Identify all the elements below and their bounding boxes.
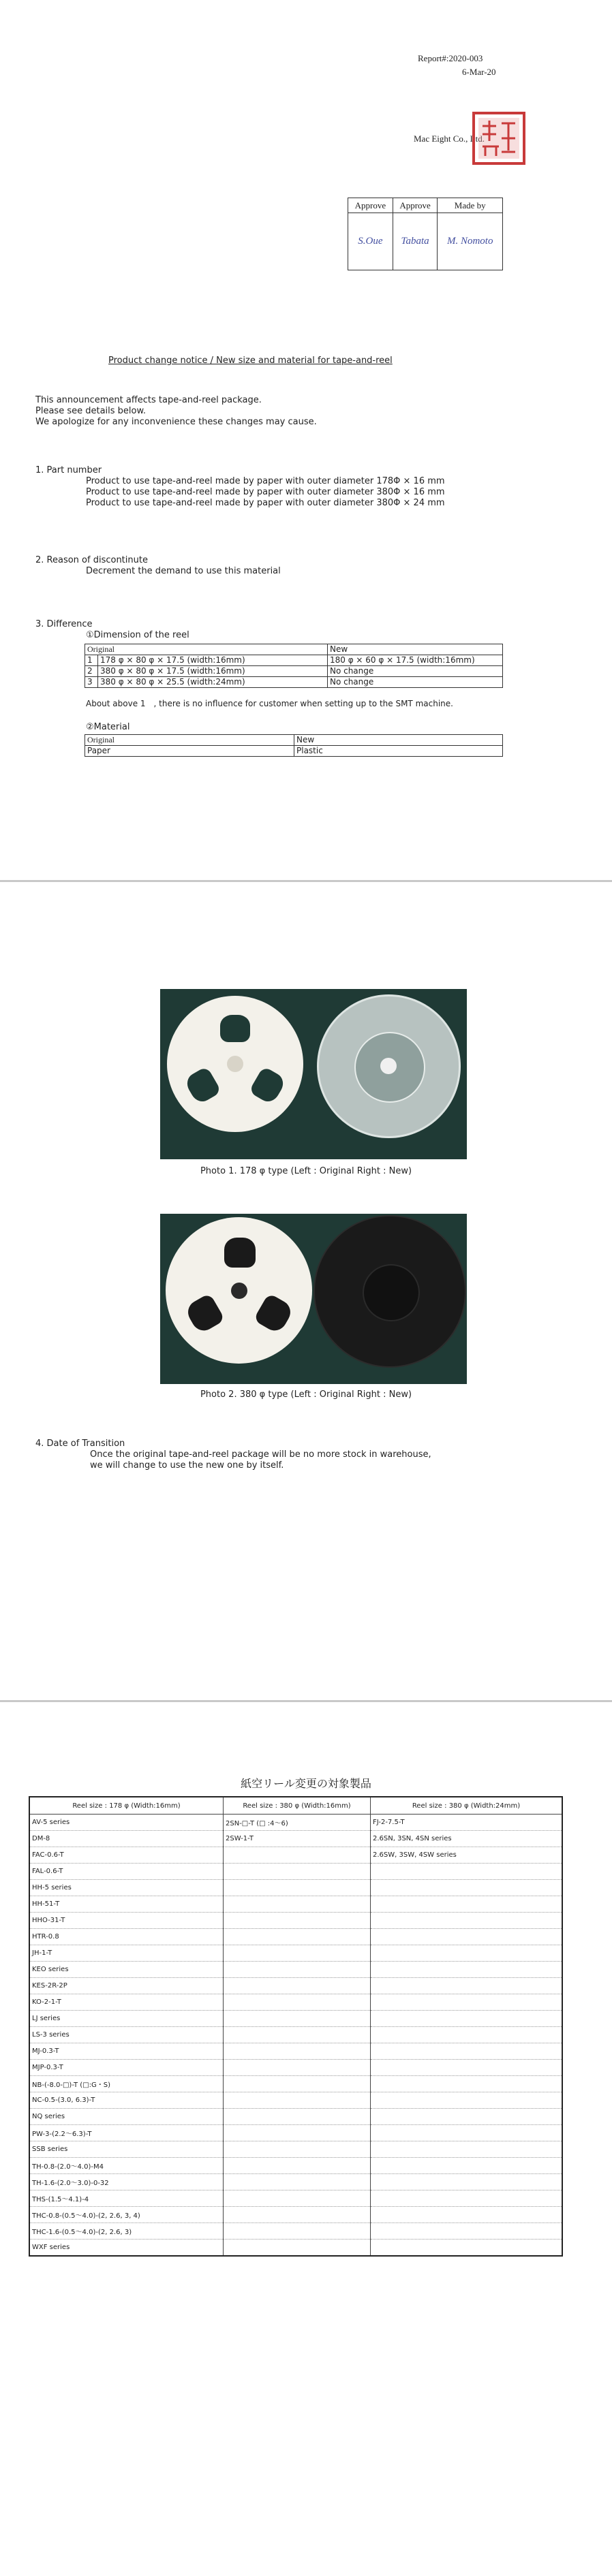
product-178: THC-1.6-(0.5〜4.0)-(2, 2.6, 3) xyxy=(29,2223,224,2240)
made-by-header: Made by xyxy=(438,198,503,213)
product-178: KO-2-1-T xyxy=(29,1994,224,2011)
intro-line: We apologize for any inconvenience these changes may cause. xyxy=(35,417,317,427)
table-row xyxy=(85,677,503,688)
product-380-24: 2.6SW, 3SW, 4SW series xyxy=(371,1847,563,1864)
row-original: 178 φ × 80 φ × 17.5 (width:16mm) xyxy=(98,655,328,666)
product-380-16 xyxy=(224,2223,371,2240)
table-row xyxy=(29,1896,562,1913)
photo-caption: Photo 1. 178 φ type (Left : Original Right : New) xyxy=(200,1166,412,1176)
product-380-16: 2SN-□-T (□ :4〜6) xyxy=(224,1815,371,1831)
product-380-16 xyxy=(224,1962,371,1978)
col-original: Original xyxy=(85,644,328,655)
table-row xyxy=(29,1880,562,1896)
dimension-subheading: ①Dimension of the reel xyxy=(86,630,189,640)
product-380-24: 2.6SN, 3SN, 4SN series xyxy=(371,1831,563,1847)
row-no: 3 xyxy=(85,677,98,688)
product-178: HH-5 series xyxy=(29,1880,224,1896)
table-row xyxy=(29,2027,562,2043)
intro-line: This announcement affects tape-and-reel package. xyxy=(35,395,262,405)
signature: M. Nomoto xyxy=(438,213,503,270)
product-380-16 xyxy=(224,2207,371,2223)
table-row xyxy=(85,666,503,677)
product-178: HTR-0.8 xyxy=(29,1929,224,1945)
row-original: 380 φ × 80 φ × 17.5 (width:16mm) xyxy=(98,666,328,677)
company-seal-icon xyxy=(472,111,526,166)
product-178: JH-1-T xyxy=(29,1945,224,1962)
product-380-24 xyxy=(371,2240,563,2257)
table-row xyxy=(29,2223,562,2240)
product-380-16 xyxy=(224,1913,371,1929)
product-380-16 xyxy=(224,1945,371,1962)
section-part-number xyxy=(35,465,445,509)
product-178: AV-5 series xyxy=(29,1815,224,1831)
section-heading: 3. Difference xyxy=(35,619,93,629)
table-row xyxy=(29,2109,562,2125)
photo-380-reels xyxy=(160,1214,467,1384)
table-row xyxy=(29,1815,562,1831)
row-new: No change xyxy=(327,677,502,688)
row-new: 180 φ × 60 φ × 17.5 (width:16mm) xyxy=(327,655,502,666)
part-line: Product to use tape-and-reel made by paper with outer diameter 380Φ × 24 mm xyxy=(86,498,445,508)
approve-header: Approve xyxy=(348,198,393,213)
report-number: Report#:2020-003 xyxy=(418,53,483,63)
table-row xyxy=(29,1864,562,1880)
affected-products-table xyxy=(29,1796,563,2257)
page-divider xyxy=(0,880,612,882)
product-380-24 xyxy=(371,1978,563,1994)
product-178: FAL-0.6-T xyxy=(29,1864,224,1880)
product-178: MJ-0.3-T xyxy=(29,2043,224,2060)
product-178: DM-8 xyxy=(29,1831,224,1847)
product-380-24 xyxy=(371,1864,563,1880)
part-line: Product to use tape-and-reel made by paper with outer diameter 380Φ × 16 mm xyxy=(86,487,445,497)
intro-line: Please see details below. xyxy=(35,406,147,416)
new-plastic-reel-icon xyxy=(313,1215,466,1368)
product-380-24 xyxy=(371,2141,563,2158)
difference-note: About above 1 , there is no influence for customer when setting up to the SMT machine. xyxy=(86,699,453,708)
section-reason xyxy=(35,555,281,577)
product-380-16 xyxy=(224,2076,371,2092)
table-row xyxy=(29,2158,562,2174)
table-row xyxy=(29,1962,562,1978)
product-178: NQ series xyxy=(29,2109,224,2125)
notice-title: Product change notice / New size and material for tape-and-reel xyxy=(108,356,393,366)
intro-text xyxy=(35,395,317,428)
product-380-24 xyxy=(371,1945,563,1962)
product-178: TH-1.6-(2.0〜3.0)-0-32 xyxy=(29,2174,224,2190)
table-row xyxy=(85,655,503,666)
product-380-24 xyxy=(371,2109,563,2125)
product-380-24 xyxy=(371,2092,563,2109)
product-380-16 xyxy=(224,2190,371,2207)
material-new: Plastic xyxy=(294,746,503,757)
product-178: SSB series xyxy=(29,2141,224,2158)
product-380-16 xyxy=(224,2043,371,2060)
table-row xyxy=(29,1994,562,2011)
table-row xyxy=(29,2207,562,2223)
material-subheading: ②Material xyxy=(86,722,130,732)
col-380-24: Reel size : 380 φ (Width:24mm) xyxy=(371,1797,563,1815)
table-row xyxy=(29,2141,562,2158)
reason-text: Decrement the demand to use this material xyxy=(86,566,281,576)
product-380-24 xyxy=(371,2190,563,2207)
col-178: Reel size : 178 φ (Width:16mm) xyxy=(29,1797,224,1815)
product-380-24 xyxy=(371,2125,563,2141)
product-178: TH-0.8-(2.0〜4.0)-M4 xyxy=(29,2158,224,2174)
row-no: 2 xyxy=(85,666,98,677)
product-178: THS-(1.5〜4.1)-4 xyxy=(29,2190,224,2207)
page-divider xyxy=(0,1700,612,1702)
table-row xyxy=(29,2190,562,2207)
table-row xyxy=(29,2125,562,2141)
product-178: THC-0.8-(0.5〜4.0)-(2, 2.6, 3, 4) xyxy=(29,2207,224,2223)
row-original: 380 φ × 80 φ × 25.5 (width:24mm) xyxy=(98,677,328,688)
section-heading: 2. Reason of discontinute xyxy=(35,555,148,565)
product-178: PW-3-(2.2〜6.3)-T xyxy=(29,2125,224,2141)
table-row xyxy=(29,1913,562,1929)
product-178: HHO-31-T xyxy=(29,1913,224,1929)
product-380-16 xyxy=(224,1864,371,1880)
product-380-16 xyxy=(224,2060,371,2076)
report-date: 6-Mar-20 xyxy=(462,67,496,77)
product-380-16 xyxy=(224,2141,371,2158)
product-178: LJ series xyxy=(29,2011,224,2027)
photo-178-reels xyxy=(160,989,467,1159)
product-380-24 xyxy=(371,2011,563,2027)
product-178: MJP-0.3-T xyxy=(29,2060,224,2076)
product-380-24 xyxy=(371,1913,563,1929)
product-380-16 xyxy=(224,2125,371,2141)
product-380-16 xyxy=(224,1896,371,1913)
product-380-16 xyxy=(224,2158,371,2174)
dimension-table xyxy=(85,644,503,688)
product-380-24 xyxy=(371,2174,563,2190)
product-380-24 xyxy=(371,2043,563,2060)
product-178: NC-0.5-(3.0, 6.3)-T xyxy=(29,2092,224,2109)
product-380-24 xyxy=(371,2223,563,2240)
product-178: WXF series xyxy=(29,2240,224,2257)
product-380-24: FJ-2-7.5-T xyxy=(371,1815,563,1831)
col-original: Original xyxy=(85,735,294,746)
product-380-16 xyxy=(224,2174,371,2190)
product-380-24 xyxy=(371,1880,563,1896)
table-row xyxy=(29,2092,562,2109)
product-178: NB-(-8.0-□)-T (□:G・S) xyxy=(29,2076,224,2092)
table-row xyxy=(29,2076,562,2092)
new-plastic-reel-icon xyxy=(317,994,461,1138)
table-row xyxy=(29,2174,562,2190)
table-row xyxy=(29,2060,562,2076)
table-header-row xyxy=(85,735,503,746)
approval-table xyxy=(348,198,503,270)
product-380-16 xyxy=(224,1880,371,1896)
part-line: Product to use tape-and-reel made by paper with outer diameter 178Φ × 16 mm xyxy=(86,476,445,486)
signature: S.Oue xyxy=(348,213,393,270)
photo-caption: Photo 2. 380 φ type (Left : Original Right : New) xyxy=(200,1389,412,1400)
row-no: 1 xyxy=(85,655,98,666)
table-row xyxy=(29,1945,562,1962)
section-transition xyxy=(35,1439,431,1471)
product-380-24 xyxy=(371,1962,563,1978)
table-row xyxy=(29,1847,562,1864)
signature: Tabata xyxy=(393,213,438,270)
product-380-16 xyxy=(224,1929,371,1945)
product-380-16: 2SW-1-T xyxy=(224,1831,371,1847)
table-row xyxy=(29,1831,562,1847)
product-380-24 xyxy=(371,1994,563,2011)
product-380-24 xyxy=(371,2076,563,2092)
product-380-24 xyxy=(371,2060,563,2076)
col-new: New xyxy=(294,735,503,746)
product-380-24 xyxy=(371,1929,563,1945)
table-row xyxy=(29,2043,562,2060)
approve-header: Approve xyxy=(393,198,438,213)
section-difference xyxy=(35,619,189,641)
table-row xyxy=(29,2240,562,2257)
product-178: FAC-0.6-T xyxy=(29,1847,224,1864)
original-paper-reel-icon xyxy=(167,996,303,1132)
table-row xyxy=(85,746,503,757)
product-178: HH-51-T xyxy=(29,1896,224,1913)
table-row xyxy=(29,1929,562,1945)
original-paper-reel-icon xyxy=(166,1217,312,1364)
product-178: KES-2R-2P xyxy=(29,1978,224,1994)
product-380-16 xyxy=(224,2109,371,2125)
transition-line: we will change to use the new one by itself. xyxy=(90,1460,284,1471)
table-header-row xyxy=(29,1797,562,1815)
product-380-16 xyxy=(224,1994,371,2011)
product-380-16 xyxy=(224,2027,371,2043)
product-380-16 xyxy=(224,1847,371,1864)
section-heading: 1. Part number xyxy=(35,465,102,475)
product-380-16 xyxy=(224,2092,371,2109)
product-380-16 xyxy=(224,2240,371,2257)
table-header-row xyxy=(85,644,503,655)
product-380-24 xyxy=(371,2207,563,2223)
product-178: LS-3 series xyxy=(29,2027,224,2043)
transition-line: Once the original tape-and-reel package will be no more stock in warehouse, xyxy=(90,1449,431,1460)
jp-table-title: 紙空リール変更の対象製品 xyxy=(241,1777,371,1790)
section-heading: 4. Date of Transition xyxy=(35,1439,125,1449)
table-row xyxy=(29,1978,562,1994)
product-380-24 xyxy=(371,1896,563,1913)
company-name: Mac Eight Co., Ltd. xyxy=(414,133,485,144)
product-380-16 xyxy=(224,1978,371,1994)
table-row xyxy=(29,2011,562,2027)
product-178: KEO series xyxy=(29,1962,224,1978)
col-380-16: Reel size : 380 φ (Width:16mm) xyxy=(224,1797,371,1815)
product-380-24 xyxy=(371,2027,563,2043)
product-380-16 xyxy=(224,2011,371,2027)
material-original: Paper xyxy=(85,746,294,757)
product-380-24 xyxy=(371,2158,563,2174)
material-table xyxy=(85,734,503,757)
col-new: New xyxy=(327,644,502,655)
row-new: No change xyxy=(327,666,502,677)
